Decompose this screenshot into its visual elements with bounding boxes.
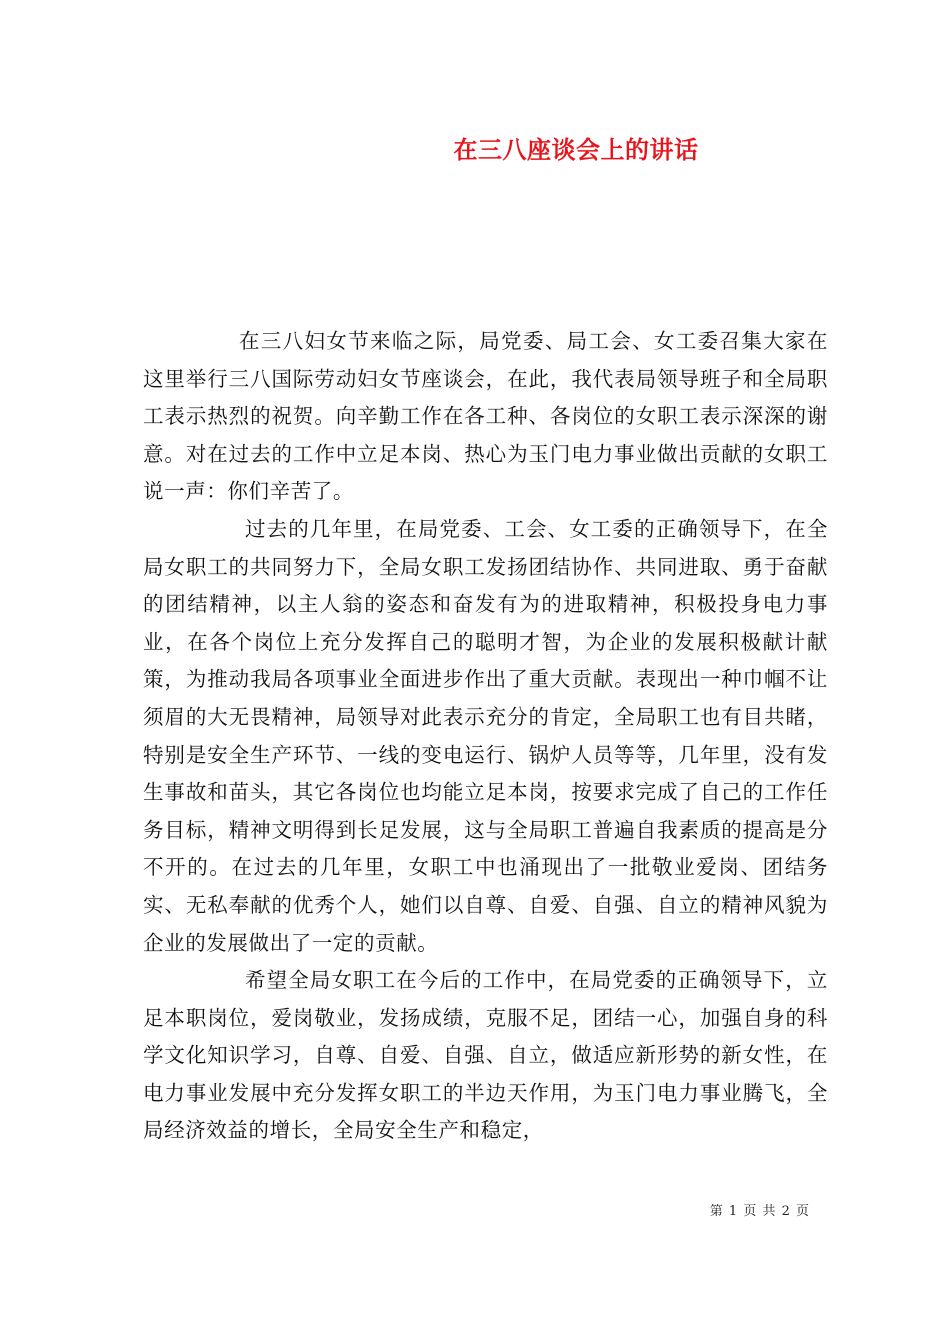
paragraph-2: 过去的几年里，在局党委、工会、女工委的正确领导下，在全局女职工的共同努力下，全局女职工发扬团结协作、共同进取、勇于奋献的团结精神，以主人翁的姿态和奋发有为的进取精神，积极投身电力事业，在各个岗位上充分发挥自己的聪明才智，为企业的发展积极献计献策，为推动我局各项事业全面进步作出了重大贡献。表现出一种巾帼不让须眉的大无畏精神，局领导对此表示充分的肯定，全局职工也有目共睹，特别是安全生产环节、一线的变电运行、锅炉人员等等，几年里，没有发生事故和苗头，其它各岗位也均能立足本岗，按要求完成了自己的工作任务目标，精神文明得到长足发展，这与全局职工普遍自我素质的提高是分不开的。在过去的几年里，女职工中也涌现出了一批敬业爱岗、团结务实、无私奉献的优秀个人，她们以自尊、自爱、自强、自立的精神风貌为企业的发展做出了一定的贡献。 bbox=[143, 516, 828, 955]
page-number: 第 1 页 共 2 页 bbox=[709, 1204, 810, 1219]
paragraph-3: 希望全局女职工在今后的工作中，在局党委的正确领导下，立足本职岗位，爱岗敬业，发扬成绩，克服不足，团结一心，加强自身的科学文化知识学习，自尊、自爱、自强、自立，做适应新形势的新女性，在电力事业发展中充分发挥女职工的半边天作用，为玉门电力事业腾飞，全局经济效益的增长，全局安全生产和稳定， bbox=[143, 968, 828, 1143]
document-body bbox=[143, 323, 828, 1150]
document-title: 在三八座谈会上的讲话 bbox=[453, 135, 699, 164]
paragraph-1: 在三八妇女节来临之际，局党委、局工会、女工委召集大家在这里举行三八国际劳动妇女节座谈会，在此，我代表局领导班子和全局职工表示热烈的祝贺。向辛勤工作在各工种、各岗位的女职工表示深深的谢意。对在过去的工作中立足本岗、热心为玉门电力事业做出贡献的女职工说一声：你们辛苦了。 bbox=[143, 329, 828, 504]
